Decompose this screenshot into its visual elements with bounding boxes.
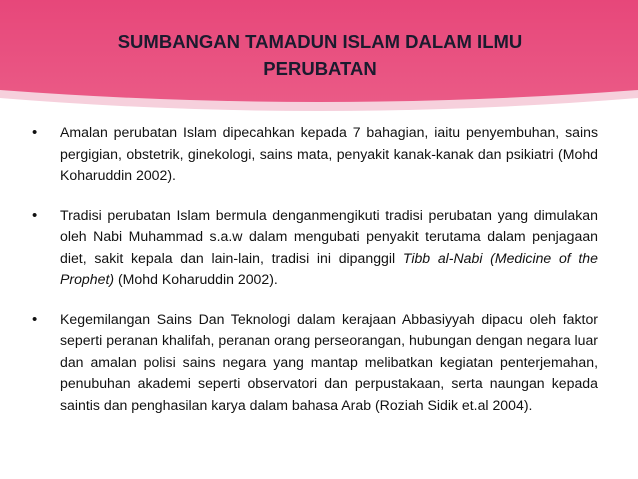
- title-line-1: SUMBANGAN TAMADUN ISLAM DALAM ILMU: [117, 31, 523, 52]
- bullet-item-3: [30, 309, 598, 417]
- bullet-icon: •: [32, 310, 38, 328]
- bullet-list: [30, 122, 598, 434]
- bullet-text-2-after: (Mohd Koharuddin 2002).: [114, 271, 278, 287]
- bullet-text-3: Kegemilangan Sains Dan Teknologi dalam kerajaan Abbasiyyah dipacu oleh faktor seperti peranan khalifah, peranan orang perseorangan, hubungan dengan negara luar dan amalan polisi sains negara yang mantap melibatkan kegiatan penterjemahan, penubuhan akademi seperti observatori dan perpustakaan, serta naungan kepada saintis dan penghasilan karya dalam bahasa Arab (Roziah Sidik et.al 2004).: [60, 310, 598, 413]
- bullet-text-2-before: Tradisi perubatan Islam bermula denganmengikuti tradisi perubatan yang dimulakan oleh Nabi Muhammad s.a.w dalam mengubati penyakit terutama dalam penjagaan diet, sakit kepala dan lain-lain, tradisi ini dipanggil: [60, 206, 598, 266]
- bullet-item-1: [30, 122, 598, 187]
- bullet-text-1: Amalan perubatan Islam dipecahkan kepada 7 bahagian, iaitu penyembuhan, sains pergigian, obstetrik, ginekologi, sains mata, penyakit kanak-kanak dan psikiatri (Mohd Koharuddin 2002).: [60, 124, 598, 183]
- bullet-icon: •: [32, 124, 38, 141]
- bullet-item-2: [30, 205, 598, 291]
- bullet-icon: •: [32, 206, 38, 224]
- title-line-2: PERUBATAN: [263, 58, 377, 79]
- bullet-text-2-italic: Tibb al-Nabi (Medicine of the Prophet): [60, 249, 598, 287]
- bullet-text-2: [60, 207, 598, 288]
- page-title: [60, 28, 580, 82]
